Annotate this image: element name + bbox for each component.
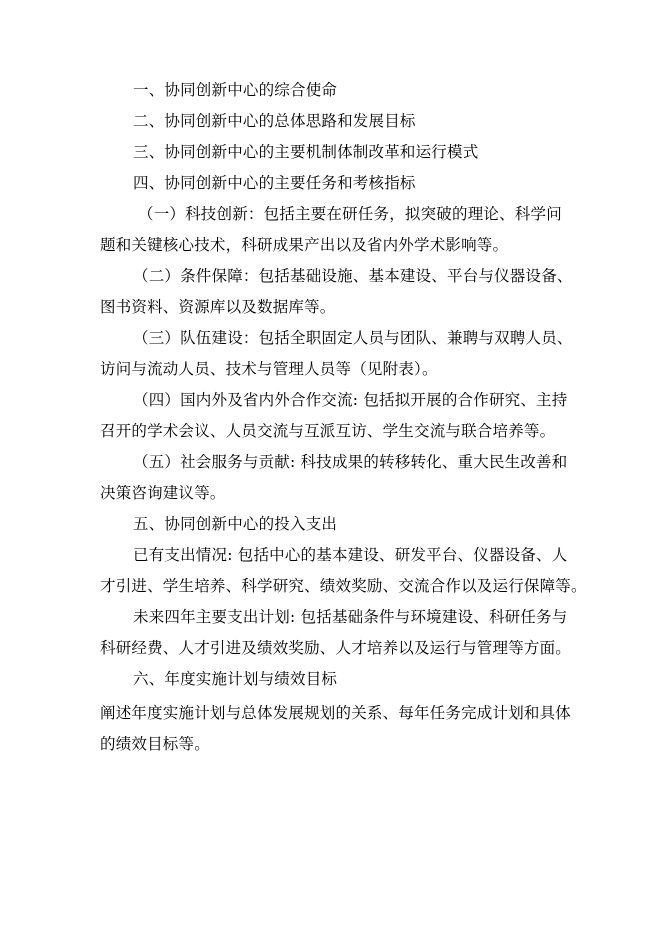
paragraph-line: 阐述年度实施计划与总体发展规划的关系、每年任务完成计划和具体 <box>100 704 572 722</box>
paragraph-line: 的绩效目标等。 <box>100 735 210 753</box>
paragraph-line: 已有支出情况: 包括中心的基本建设、研发平台、仪器设备、人 <box>133 546 568 564</box>
paragraph-line: 决策咨询建议等。 <box>100 484 226 502</box>
heading-5: 五、协同创新中心的投入支出 <box>133 515 338 533</box>
paragraph-line: （五）社会服务与贡献: 科技成果的转移转化、重大民生改善和 <box>133 453 568 471</box>
paragraph-line: 题和关键核心技术，科研成果产出以及省内外学术影响等。 <box>100 236 509 254</box>
paragraph-line: （二）条件保障：包括基础设施、基本建设、平台与仪器设备、 <box>133 267 573 285</box>
paragraph-line: 召开的学术会议、人员交流与互派互访、学生交流与联合培养等。 <box>100 422 556 440</box>
paragraph-line: （一）科技创新：包括主要在研任务，拟突破的理论、科学问 <box>138 205 562 223</box>
paragraph-line: 图书资料、资源库以及数据库等。 <box>100 298 336 316</box>
heading-1: 一、协同创新中心的综合使命 <box>133 81 338 99</box>
heading-3: 三、协同创新中心的主要机制体制改革和运行模式 <box>133 143 479 161</box>
paragraph-line: （三）队伍建设：包括全职固定人员与团队、兼聘与双聘人员、 <box>133 329 573 347</box>
heading-6: 六、年度实施计划与绩效目标 <box>133 670 338 688</box>
paragraph-line: 访问与流动人员、技术与管理人员等（见附表）。 <box>100 360 438 378</box>
paragraph-line: 科研经费、人才引进及绩效奖励、人才培养以及运行与管理等方面。 <box>100 639 572 657</box>
paragraph-line: （四）国内外及省内外合作交流: 包括拟开展的合作研究、主持 <box>133 391 568 409</box>
heading-2: 二、协同创新中心的总体思路和发展目标 <box>133 112 416 130</box>
heading-4: 四、协同创新中心的主要任务和考核指标 <box>133 174 416 192</box>
paragraph-line: 未来四年主要支出计划: 包括基础条件与环境建设、科研任务与 <box>133 608 568 626</box>
paragraph-line: 才引进、学生培养、科学研究、绩效奖励、交流合作以及运行保障等。 <box>100 577 587 595</box>
